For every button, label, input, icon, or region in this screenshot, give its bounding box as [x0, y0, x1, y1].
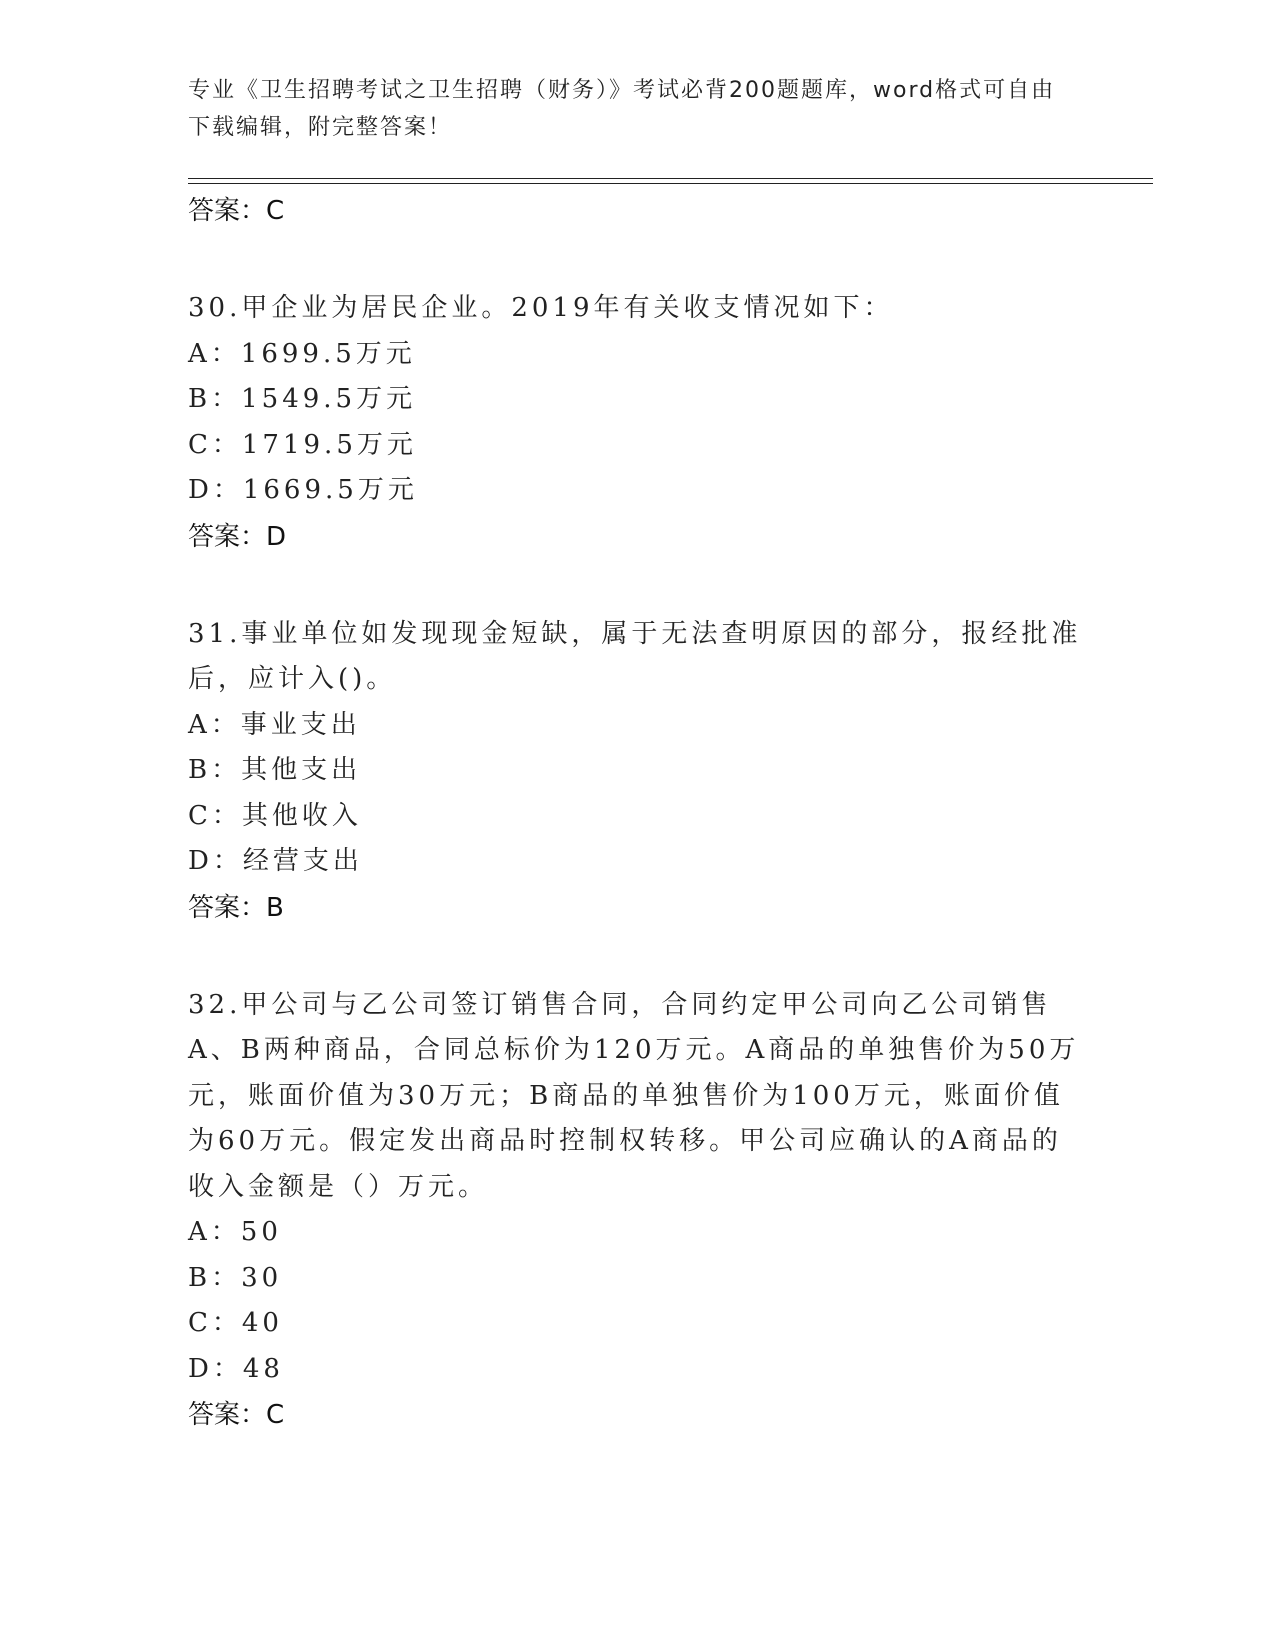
option-b: B：30	[188, 1262, 283, 1293]
option-b: B：其他支出	[188, 755, 362, 785]
question-answer: 答案：B	[188, 892, 284, 923]
question-answer: 答案：C	[188, 1400, 285, 1430]
option-c: C：其他收入	[188, 800, 362, 831]
question-32	[188, 983, 1088, 1439]
previous-answer: 答案：C	[188, 196, 285, 226]
option-c: C：40	[188, 1308, 283, 1338]
question-list	[188, 188, 1088, 1438]
option-d: D：经营支出	[188, 846, 363, 876]
question-stem: 32.甲公司与乙公司签订销售合同，合同约定甲公司向乙公司销售A、B两种商品，合同总标价为120万元。A商品的单独售价为50万元，账面价值为30万元；B商品的单独售价为100万元，账面价值为60万元。假定发出商品时控制权转移。甲公司应确认的A商品的收入金额是（）万元。	[188, 989, 1080, 1202]
header-rule-bottom	[188, 183, 1153, 184]
question-31	[188, 612, 1088, 931]
header-rule-top	[188, 178, 1153, 179]
question-answer: 答案：D	[188, 521, 287, 552]
question-stem: 30.甲企业为居民企业。2019年有关收支情况如下：	[188, 293, 894, 323]
question-stem: 31.事业单位如发现现金短缺，属于无法查明原因的部分，报经批准后，应计入()。	[188, 618, 1082, 694]
option-c: C：1719.5万元	[188, 429, 417, 460]
option-b: B：1549.5万元	[188, 384, 417, 414]
question-30	[188, 286, 1088, 560]
document-header: 专业《卫生招聘考试之卫生招聘（财务）》考试必背200题题库，word格式可自由下载编辑，附完整答案！	[188, 78, 1056, 140]
option-d: D：48	[188, 1353, 284, 1384]
option-a: A：事业支出	[188, 709, 361, 740]
option-a: A：1699.5万元	[188, 338, 416, 369]
option-a: A：50	[188, 1217, 282, 1247]
option-d: D：1669.5万元	[188, 475, 418, 505]
